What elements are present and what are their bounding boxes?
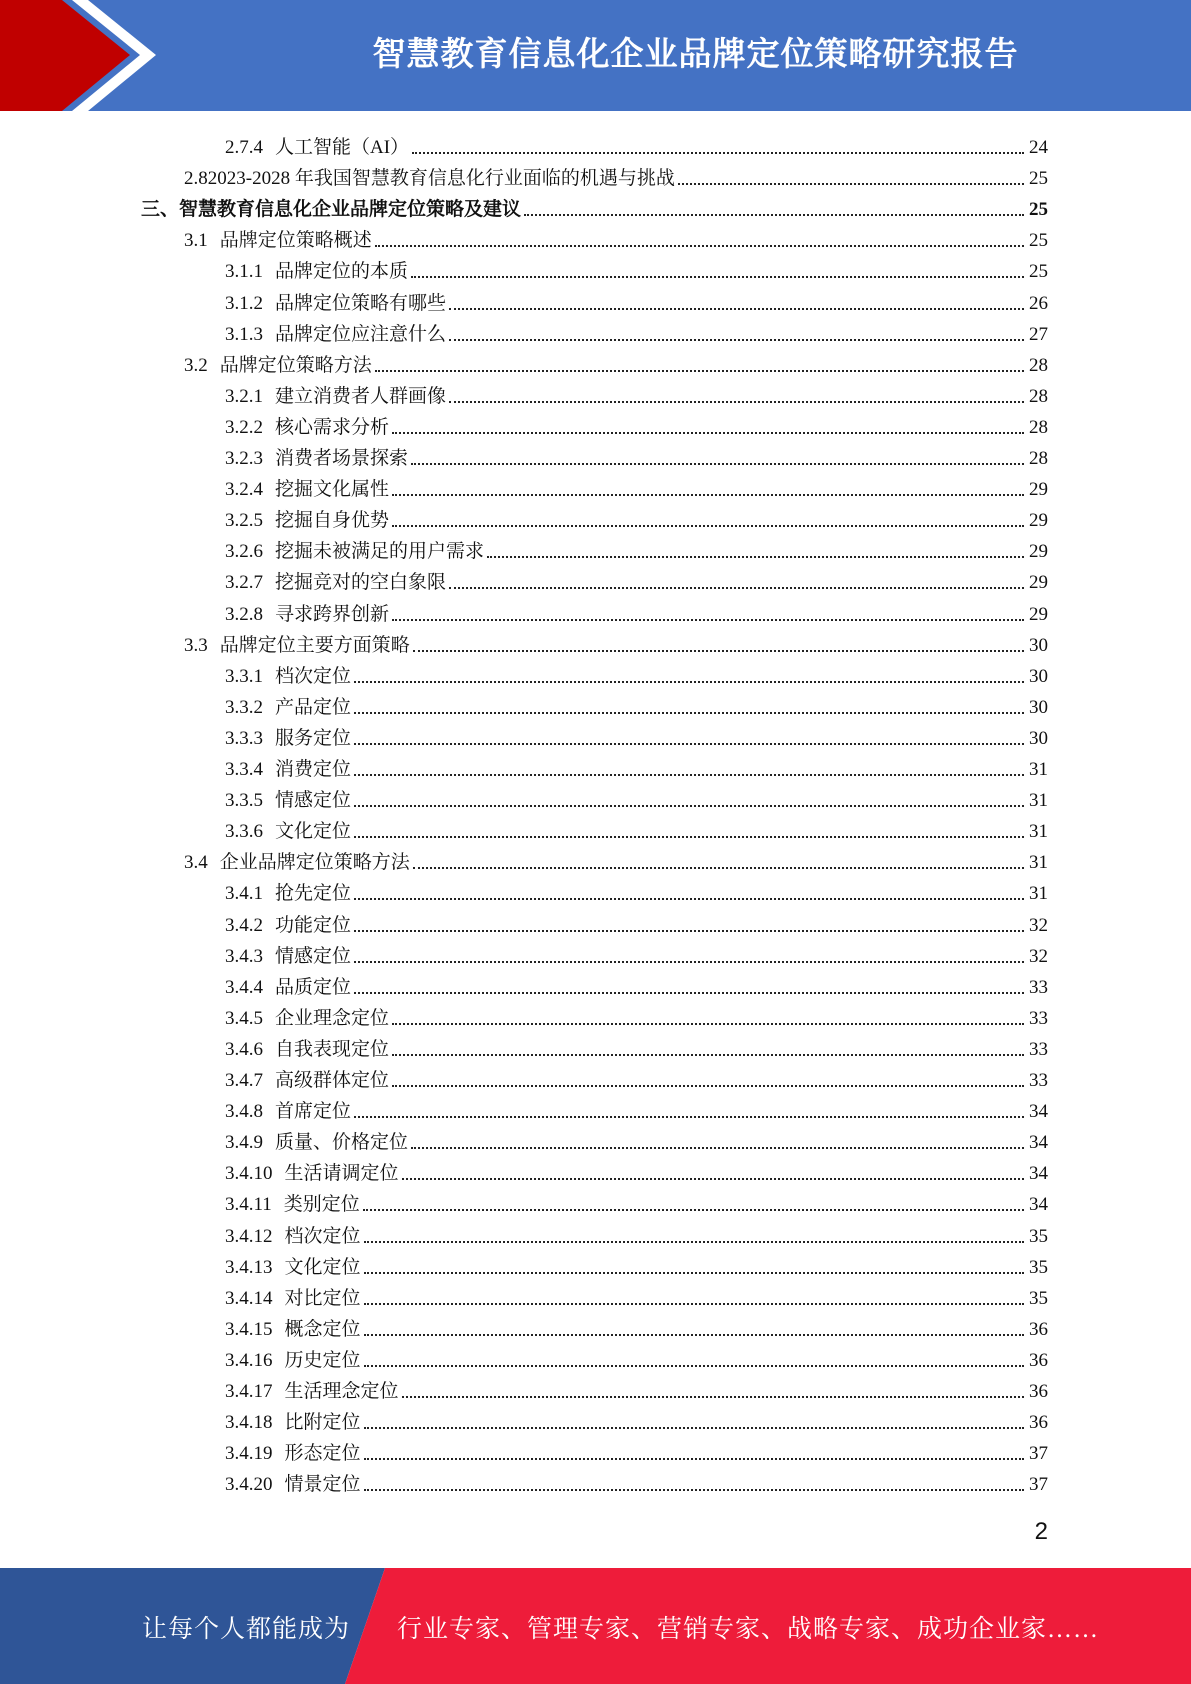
toc-entry-title: 概念定位 [284,1318,361,1340]
toc-entry[interactable] [225,657,1048,688]
toc-entry-number: 3.4.2 [225,914,263,936]
toc-dot-leader [364,1334,1024,1336]
toc-entry[interactable] [225,439,1048,470]
toc-entry-page: 28 [1029,385,1048,407]
toc-entry-number: 3.4.16 [225,1349,273,1371]
toc-dot-leader [449,308,1024,310]
header-chevron-graphic [0,0,160,111]
toc-entry[interactable] [225,781,1048,812]
toc-entry[interactable] [225,1092,1048,1123]
page-number: 2 [1034,1518,1048,1545]
toc-entry-number: 3.3 [184,634,208,656]
toc-entry[interactable] [184,159,1048,190]
toc-dot-leader [413,650,1024,652]
footer-slogan-right: 行业专家、管理专家、营销专家、战略专家、成功企业家…… [397,1616,1100,1643]
toc-entry-page: 35 [1029,1225,1048,1247]
toc-entry-page: 36 [1029,1381,1048,1402]
toc-entry-title: 形态定位 [284,1443,361,1465]
toc-dot-leader [364,1489,1024,1491]
toc-dot-leader [392,619,1024,621]
toc-entry-number: 3.2.6 [225,541,263,563]
toc-entry-title: 档次定位 [275,665,352,687]
toc-entry-title: 核心需求分析 [275,416,390,438]
toc-dot-leader [392,1085,1024,1087]
toc-dot-leader [392,432,1024,434]
toc-entry[interactable] [225,377,1048,408]
toc-dot-leader [678,183,1024,185]
toc-entry-page: 35 [1029,1256,1048,1278]
toc-entry-number: 3.2.7 [225,572,263,594]
toc-entry[interactable] [184,221,1048,252]
toc-entry-page: 32 [1029,914,1048,936]
toc-entry[interactable] [225,315,1048,346]
toc-entry-title: 历史定位 [284,1349,361,1371]
toc-dot-leader [392,1023,1024,1025]
toc-entry-page: 31 [1029,852,1048,874]
toc-entry-title: 情感定位 [275,790,352,812]
toc-dot-leader [354,961,1024,963]
toc-entry[interactable] [184,626,1048,657]
toc-entry-page: 25 [1029,168,1048,190]
toc-dot-leader [354,836,1024,838]
toc-entry-page: 25 [1029,199,1048,221]
toc-entry-page: 33 [1029,976,1048,998]
toc-dot-leader [402,1178,1024,1180]
toc-entry-title: 品牌定位策略概述 [219,230,372,252]
toc-entry-number: 3.4.15 [225,1318,273,1340]
toc-entry-page: 36 [1029,1412,1048,1434]
toc-entry[interactable] [225,874,1048,905]
toc-dot-leader [411,463,1024,465]
toc-entry-page: 30 [1029,696,1048,718]
toc-entry-number: 3.2.3 [225,448,263,469]
toc-entry-number: 3.4.18 [225,1412,273,1434]
toc-entry-number: 3.3.6 [225,821,263,843]
toc-entry-title: 挖掘未被满足的用户需求 [275,541,485,563]
toc-entry-page: 33 [1029,1038,1048,1060]
toc-entry-page: 29 [1029,603,1048,625]
toc-dot-leader [364,1241,1024,1243]
toc-entry-number: 3.4.13 [225,1256,273,1278]
toc-entry-page: 30 [1029,665,1048,687]
toc-entry-title: 挖掘文化属性 [275,479,390,501]
toc-entry-page: 28 [1029,416,1048,438]
toc-entry-title: 消费定位 [275,759,352,780]
toc-entry-page: 32 [1029,945,1048,967]
toc-entry-page: 34 [1029,1132,1048,1154]
toc-dot-leader [354,1116,1024,1118]
toc-entry-number: 3.2.8 [225,603,263,625]
toc-entry[interactable] [225,128,1048,159]
toc-entry-page: 29 [1029,541,1048,563]
toc-entry-page: 24 [1029,137,1048,158]
toc-entry-title: 生活请调定位 [284,1163,399,1185]
toc-entry-number: 3.3.5 [225,790,263,812]
toc-entry-page: 31 [1029,790,1048,812]
toc-entry-page: 28 [1029,354,1048,376]
toc-dot-leader [392,525,1024,527]
toc-dot-leader [392,1054,1024,1056]
toc-entry-number: 3.4.11 [225,1194,272,1216]
toc-entry-page: 31 [1029,883,1048,905]
toc-entry-title: 类别定位 [283,1194,360,1216]
toc-entry-number: 3.3.4 [225,759,263,780]
toc-entry[interactable] [225,688,1048,719]
toc-entry-title: 三、智慧教育信息化企业品牌定位策略及建议 [141,199,522,221]
toc-entry[interactable] [225,906,1048,937]
toc-entry-title: 品牌定位主要方面策略 [219,634,410,656]
toc-entry-number: 3.1.1 [225,261,263,283]
toc-entry-page: 29 [1029,572,1048,594]
toc-entry[interactable] [184,346,1048,377]
toc-entry-page: 28 [1029,448,1048,469]
toc-dot-leader [354,743,1024,745]
toc-entry-number: 3.4.4 [225,976,263,998]
toc-entry-number: 3.4.5 [225,1007,263,1029]
toc-entry[interactable] [225,999,1048,1030]
toc-entry-page: 36 [1029,1349,1048,1371]
toc-entry-number: 3.3.3 [225,727,263,749]
toc-entry-title: 生活理念定位 [284,1381,399,1402]
toc-entry-title: 服务定位 [275,727,352,749]
toc-entry-page: 34 [1029,1194,1048,1216]
toc-entry-page: 30 [1029,727,1048,749]
toc-entry[interactable] [225,750,1048,781]
toc-entry-title: 抢先定位 [275,883,352,905]
toc-entry-number: 3.3.1 [225,665,263,687]
toc-entry-number: 3.4.14 [225,1287,273,1309]
toc-entry[interactable] [225,968,1048,999]
toc-entry-number: 3.4 [184,852,208,874]
toc-dot-leader [364,1303,1024,1305]
footer-slogan-left: 让每个人都能成为 [142,1616,351,1643]
toc-dot-leader [354,898,1024,900]
toc-entry[interactable] [225,1217,1048,1248]
toc-dot-leader [392,494,1024,496]
toc-dot-leader [449,587,1024,589]
toc-entry[interactable] [225,1279,1048,1310]
toc-entry-number: 3.4.9 [225,1132,263,1154]
report-title: 智慧教育信息化企业品牌定位策略研究报告 [372,34,1019,73]
toc-entry-number: 3.4.3 [225,945,263,967]
toc-entry-title: 人工智能（AI） [275,137,410,158]
toc-dot-leader [449,339,1024,341]
toc-entry-page: 34 [1029,1163,1048,1185]
toc-dot-leader [364,1272,1024,1274]
toc-entry-page: 34 [1029,1101,1048,1123]
toc-dot-leader [354,930,1024,932]
toc-dot-leader [364,1458,1024,1460]
toc-entry-title: 企业品牌定位策略方法 [219,852,410,874]
toc-entry-title: 2023-2028 年我国智慧教育信息化行业面临的机遇与挑战 [207,168,675,190]
toc-entry[interactable] [225,532,1048,563]
toc-entry-title: 挖掘竞对的空白象限 [275,572,447,594]
toc-entry-page: 29 [1029,510,1048,532]
toc-entry[interactable] [225,595,1048,626]
toc-entry-title: 文化定位 [275,821,352,843]
toc-entry-title: 情景定位 [284,1474,361,1496]
toc-entry-title: 建立消费者人群画像 [275,385,447,407]
toc-entry-title: 品牌定位应注意什么 [275,323,447,345]
toc-entry-title: 寻求跨界创新 [275,603,390,625]
toc-entry-number: 3.4.10 [225,1163,273,1185]
toc-dot-leader [354,774,1024,776]
toc-entry-number: 3.4.1 [225,883,263,905]
toc-entry-title: 功能定位 [275,914,352,936]
toc-entry[interactable] [225,1123,1048,1154]
toc-entry-title: 质量、价格定位 [275,1132,409,1154]
toc-entry-number: 3.4.20 [225,1474,273,1496]
toc-entry-number: 3.1.3 [225,323,263,345]
toc-entry[interactable] [225,1341,1048,1372]
toc-entry-title: 消费者场景探索 [275,448,409,469]
toc-entry-number: 3.4.17 [225,1381,273,1402]
toc-entry[interactable] [225,1372,1048,1403]
toc-entry[interactable] [225,1061,1048,1092]
toc-entry[interactable] [225,1465,1048,1496]
toc-entry-number: 3.3.2 [225,696,263,718]
toc-entry-page: 35 [1029,1287,1048,1309]
toc-entry-title: 品牌定位策略方法 [219,354,372,376]
toc-entry-page: 25 [1029,230,1048,252]
toc-dot-leader [402,1396,1024,1398]
toc-dot-leader [413,867,1024,869]
toc-entry[interactable] [225,501,1048,532]
toc-entry[interactable] [225,937,1048,968]
toc-entry-title: 文化定位 [284,1256,361,1278]
toc-dot-leader [487,556,1024,558]
toc-entry-number: 3.4.8 [225,1101,263,1123]
toc-entry-page: 33 [1029,1007,1048,1029]
toc-entry-title: 比附定位 [284,1412,361,1434]
toc-entry[interactable] [184,843,1048,874]
toc-dot-leader [364,1365,1024,1367]
toc-entry-number: 3.4.19 [225,1443,273,1465]
toc-entry-title: 品质定位 [275,976,352,998]
toc-entry-page: 31 [1029,759,1048,780]
toc-entry-page: 36 [1029,1318,1048,1340]
toc-dot-leader [354,712,1024,714]
toc-entry-page: 26 [1029,292,1048,314]
toc-entry[interactable] [225,252,1048,283]
toc-entry[interactable] [225,1310,1048,1341]
toc-entry-page: 29 [1029,479,1048,501]
toc-entry-title: 品牌定位策略有哪些 [275,292,447,314]
toc-dot-leader [375,370,1024,372]
toc-entry-number: 3.2.1 [225,385,263,407]
toc-entry[interactable] [225,470,1048,501]
page-footer [0,1568,1191,1684]
toc-entry-title: 企业理念定位 [275,1007,390,1029]
toc-entry-number: 2.8 [184,168,208,190]
toc-dot-leader [364,1427,1024,1429]
page-header [0,0,1191,111]
toc-entry-title: 首席定位 [275,1101,352,1123]
toc-dot-leader [449,401,1024,403]
toc-entry-title: 挖掘自身优势 [275,510,390,532]
toc-dot-leader [354,992,1024,994]
toc-dot-leader [411,1147,1024,1149]
toc-entry-number: 3.2.5 [225,510,263,532]
toc-entry-title: 对比定位 [284,1287,361,1309]
toc-entry-title: 情感定位 [275,945,352,967]
toc-entry[interactable] [225,1248,1048,1279]
toc-entry-title: 档次定位 [284,1225,361,1247]
toc-entry-number: 3.1 [184,230,208,252]
toc-dot-leader [524,214,1024,216]
toc-dot-leader [354,681,1024,683]
toc-entry[interactable] [225,1185,1048,1216]
toc-dot-leader [411,276,1024,278]
toc-entry-page: 37 [1029,1443,1048,1465]
toc-dot-leader [354,805,1024,807]
toc-entry-number: 3.2 [184,354,208,376]
toc-entry[interactable] [225,1030,1048,1061]
toc-dot-leader [363,1209,1024,1211]
toc-entry-number: 3.4.12 [225,1225,273,1247]
toc-entry[interactable] [225,719,1048,750]
toc-entry-number: 3.4.7 [225,1070,263,1091]
header-red-block [0,0,130,111]
toc-entry-number: 2.7.4 [225,137,263,158]
toc-entry-number: 3.2.2 [225,416,263,438]
toc-entry-title: 品牌定位的本质 [275,261,409,283]
toc-entry[interactable] [225,812,1048,843]
toc-entry-title: 自我表现定位 [275,1038,390,1060]
toc-entry[interactable] [225,1154,1048,1185]
toc-entry-page: 25 [1029,261,1048,283]
toc-entry-number: 3.2.4 [225,479,263,501]
toc-dot-leader [412,152,1024,154]
toc-entry-title: 产品定位 [275,696,352,718]
toc-entry-number: 3.4.6 [225,1038,263,1060]
toc-entry[interactable] [141,190,1048,221]
toc-entry-page: 27 [1029,323,1048,345]
toc-entry-page: 37 [1029,1474,1048,1496]
toc-entry[interactable] [225,408,1048,439]
toc-entry-page: 31 [1029,821,1048,843]
toc-entry-page: 30 [1029,634,1048,656]
toc-entry[interactable] [225,563,1048,594]
toc-entry[interactable] [225,1434,1048,1465]
toc-entry-title: 高级群体定位 [275,1070,390,1091]
toc-entry[interactable] [225,284,1048,315]
toc-entry-page: 33 [1029,1070,1048,1091]
toc-entry[interactable] [225,1403,1048,1434]
toc-dot-leader [375,245,1024,247]
toc-entry-number: 3.1.2 [225,292,263,314]
